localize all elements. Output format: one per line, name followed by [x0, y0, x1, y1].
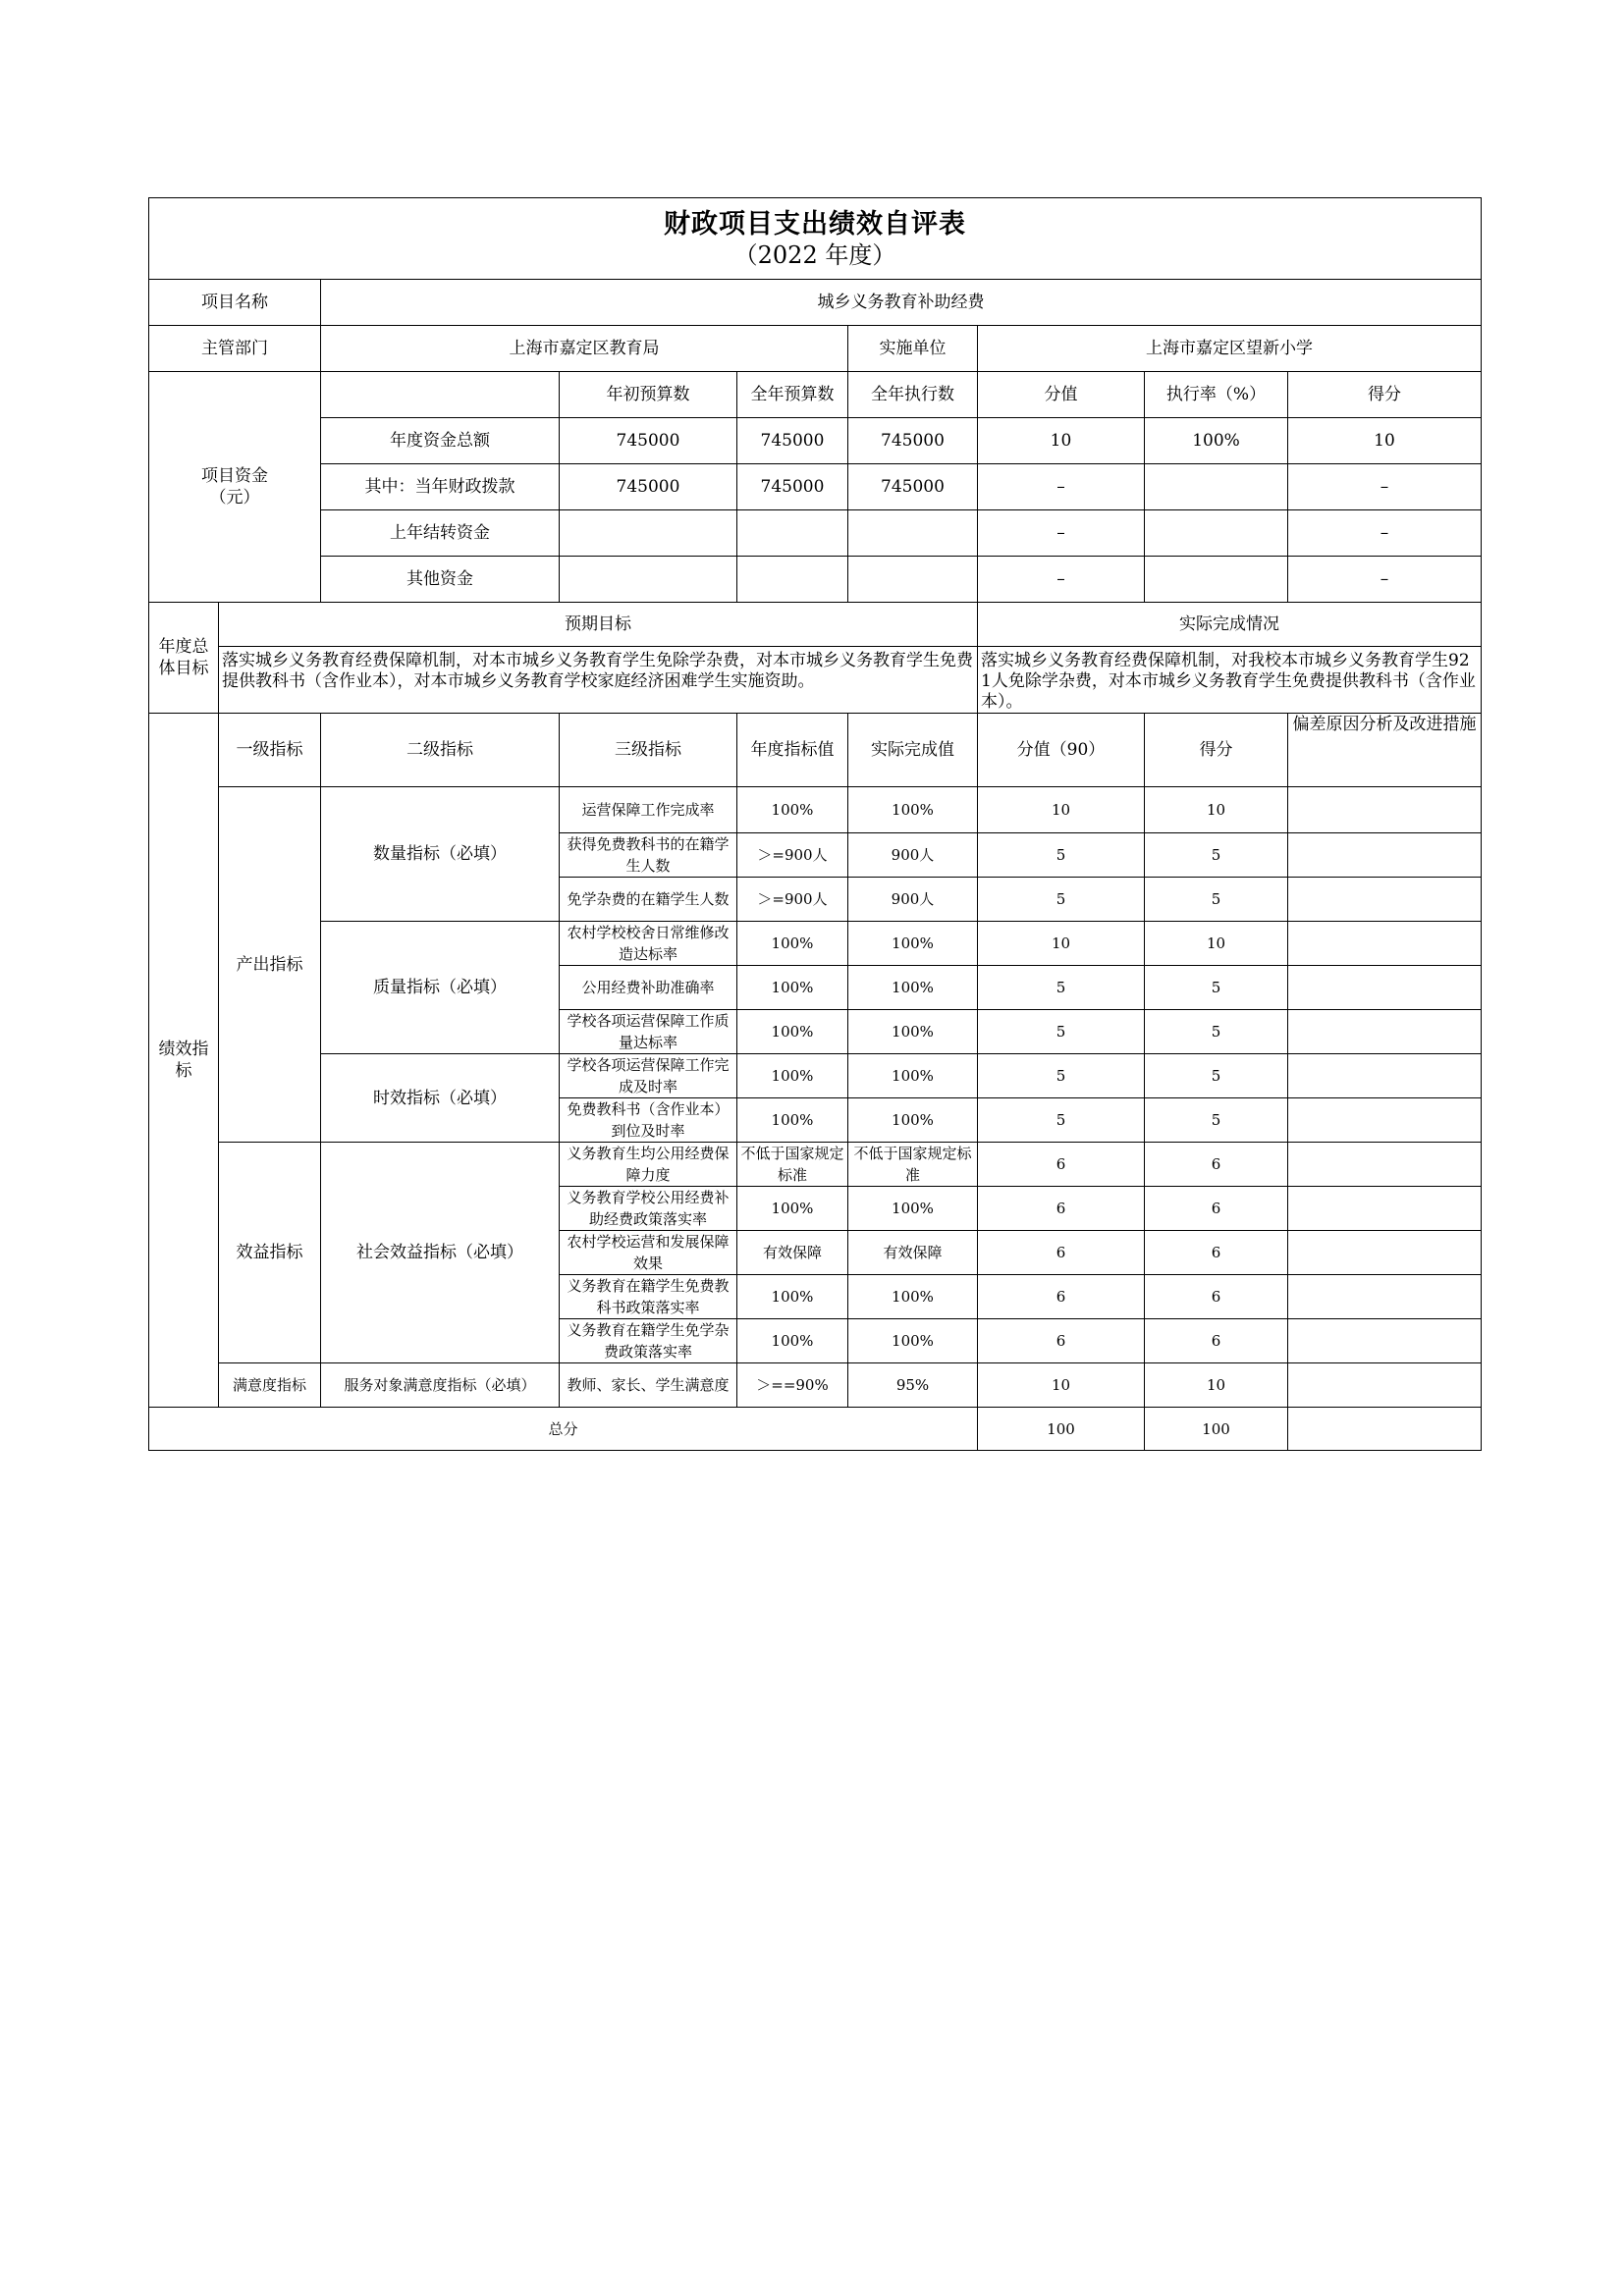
indicator-actual: 900人 — [848, 833, 978, 878]
indicator-l3: 农村学校校舍日常维修改造达标率 — [560, 922, 737, 966]
indicator-value: 10 — [978, 922, 1145, 966]
funds-col-score-value: 分值 — [978, 372, 1145, 418]
total-note — [1288, 1408, 1482, 1451]
total-label: 总分 — [149, 1408, 978, 1451]
funds-col-rate: 执行率（%） — [1145, 372, 1288, 418]
indicator-target: 不低于国家规定标准 — [737, 1143, 848, 1187]
funds-cell — [848, 557, 978, 603]
funds-cell: – — [1288, 464, 1482, 510]
self-evaluation-form — [148, 197, 1481, 1451]
funds-header-blank — [321, 372, 560, 418]
indicators-section-label: 绩效指标 — [149, 714, 219, 1408]
indicator-row — [149, 1363, 1482, 1408]
indicator-value: 6 — [978, 1143, 1145, 1187]
indicator-l3: 免费教科书（含作业本）到位及时率 — [560, 1098, 737, 1143]
indicator-l3: 教师、家长、学生满意度 — [560, 1363, 737, 1408]
indicator-score: 6 — [1145, 1231, 1288, 1275]
indicator-target: ＞=900人 — [737, 833, 848, 878]
expected-goal-header: 预期目标 — [219, 603, 978, 647]
ind-col-actual: 实际完成值 — [848, 714, 978, 787]
indicator-value: 5 — [978, 833, 1145, 878]
actual-status-text: 落实城乡义务教育经费保障机制，对我校本市城乡义务教育学生921人免除学杂费，对本市城乡义务教育学生免费提供教科书（含作业本）。 — [978, 647, 1482, 714]
ind-col-l1: 一级指标 — [219, 714, 321, 787]
page-subtitle: （2022 年度） — [733, 241, 896, 269]
indicator-value: 5 — [978, 966, 1145, 1010]
department-label: 主管部门 — [149, 326, 321, 372]
indicator-target: 100% — [737, 966, 848, 1010]
funds-row — [149, 418, 1482, 464]
indicator-score: 10 — [1145, 1363, 1288, 1408]
indicator-actual: 100% — [848, 1098, 978, 1143]
indicator-score: 5 — [1145, 966, 1288, 1010]
funds-cell — [1145, 510, 1288, 557]
indicator-score: 5 — [1145, 1010, 1288, 1054]
indicator-target: 100% — [737, 1187, 848, 1231]
indicator-l3: 公用经费补助准确率 — [560, 966, 737, 1010]
project-name-row — [149, 280, 1482, 326]
funds-cell: – — [978, 557, 1145, 603]
indicator-actual: 100% — [848, 1054, 978, 1098]
indicator-l3: 学校各项运营保障工作质量达标率 — [560, 1010, 737, 1054]
indicator-note — [1288, 1187, 1482, 1231]
funds-cell — [737, 510, 848, 557]
indicator-l3: 义务教育在籍学生免费教科书政策落实率 — [560, 1275, 737, 1319]
funds-row-label: 上年结转资金 — [321, 510, 560, 557]
indicator-actual: 100% — [848, 966, 978, 1010]
goals-section-label: 年度总体目标 — [149, 603, 219, 714]
indicator-value: 6 — [978, 1319, 1145, 1363]
funds-row-label: 年度资金总额 — [321, 418, 560, 464]
ind-col-value: 分值（90） — [978, 714, 1145, 787]
indicator-actual: 95% — [848, 1363, 978, 1408]
indicator-l1: 效益指标 — [219, 1143, 321, 1363]
funds-cell: – — [978, 464, 1145, 510]
indicator-value: 5 — [978, 1010, 1145, 1054]
ind-col-score: 得分 — [1145, 714, 1288, 787]
indicator-target: 100% — [737, 1319, 848, 1363]
funds-col-score: 得分 — [1288, 372, 1482, 418]
indicator-actual: 100% — [848, 1187, 978, 1231]
indicator-l2: 服务对象满意度指标（必填） — [321, 1363, 560, 1408]
indicator-target: 100% — [737, 1275, 848, 1319]
funds-row-label: 其中：当年财政拨款 — [321, 464, 560, 510]
funds-section-label — [149, 372, 321, 603]
funds-col-initial: 年初预算数 — [560, 372, 737, 418]
funds-cell: 745000 — [848, 464, 978, 510]
ind-col-l2: 二级指标 — [321, 714, 560, 787]
indicator-target: 100% — [737, 922, 848, 966]
actual-status-header: 实际完成情况 — [978, 603, 1482, 647]
indicator-l3: 获得免费教科书的在籍学生人数 — [560, 833, 737, 878]
funds-cell: – — [1288, 510, 1482, 557]
indicator-row — [149, 922, 1482, 966]
indicator-note — [1288, 1275, 1482, 1319]
indicator-l2: 数量指标（必填） — [321, 787, 560, 922]
indicator-target: ＞==90% — [737, 1363, 848, 1408]
indicator-target: ＞=900人 — [737, 878, 848, 922]
goals-text-row — [149, 647, 1482, 714]
funds-header-row — [149, 372, 1482, 418]
indicator-l3: 运营保障工作完成率 — [560, 787, 737, 833]
indicator-value: 5 — [978, 1098, 1145, 1143]
expected-goal-text: 落实城乡义务教育经费保障机制，对本市城乡义务教育学生免除学杂费，对本市城乡义务教育学生免费提供教科书（含作业本），对本市城乡义务教育学校家庭经济困难学生实施资助。 — [219, 647, 978, 714]
ind-col-target: 年度指标值 — [737, 714, 848, 787]
indicator-row — [149, 1054, 1482, 1098]
ind-col-l3: 三级指标 — [560, 714, 737, 787]
indicator-score: 10 — [1145, 787, 1288, 833]
title-cell — [149, 198, 1482, 280]
funds-cell: 100% — [1145, 418, 1288, 464]
indicator-value: 5 — [978, 1054, 1145, 1098]
indicator-note — [1288, 1098, 1482, 1143]
total-value: 100 — [978, 1408, 1145, 1451]
funds-cell: 745000 — [560, 464, 737, 510]
implementing-unit-label: 实施单位 — [848, 326, 978, 372]
funds-row — [149, 557, 1482, 603]
indicator-note — [1288, 833, 1482, 878]
total-row — [149, 1408, 1482, 1451]
indicator-note — [1288, 1054, 1482, 1098]
department-value: 上海市嘉定区教育局 — [321, 326, 848, 372]
indicator-l1: 满意度指标 — [219, 1363, 321, 1408]
indicator-value: 5 — [978, 878, 1145, 922]
indicator-note — [1288, 1363, 1482, 1408]
funds-cell: 745000 — [560, 418, 737, 464]
funds-row — [149, 464, 1482, 510]
indicator-value: 10 — [978, 1363, 1145, 1408]
project-name-value: 城乡义务教育补助经费 — [321, 280, 1482, 326]
project-name-label: 项目名称 — [149, 280, 321, 326]
indicator-value: 6 — [978, 1231, 1145, 1275]
funds-row — [149, 510, 1482, 557]
funds-cell — [1145, 464, 1288, 510]
funds-cell — [848, 510, 978, 557]
page-title: 财政项目支出绩效自评表 — [664, 209, 966, 240]
funds-cell: – — [978, 510, 1145, 557]
indicator-note — [1288, 922, 1482, 966]
indicator-l3: 农村学校运营和发展保障效果 — [560, 1231, 737, 1275]
indicator-l3: 义务教育生均公用经费保障力度 — [560, 1143, 737, 1187]
indicator-score: 10 — [1145, 922, 1288, 966]
indicator-l3: 义务教育学校公用经费补助经费政策落实率 — [560, 1187, 737, 1231]
funds-cell: 745000 — [737, 464, 848, 510]
indicator-score: 6 — [1145, 1187, 1288, 1231]
indicator-l2: 时效指标（必填） — [321, 1054, 560, 1143]
funds-cell — [1145, 557, 1288, 603]
indicator-score: 6 — [1145, 1143, 1288, 1187]
ind-col-note: 偏差原因分析及改进措施 — [1288, 714, 1482, 787]
funds-cell: 745000 — [737, 418, 848, 464]
indicator-note — [1288, 966, 1482, 1010]
indicator-l1: 产出指标 — [219, 787, 321, 1143]
indicator-l2: 质量指标（必填） — [321, 922, 560, 1054]
title-row — [149, 198, 1482, 280]
indicator-target: 100% — [737, 1054, 848, 1098]
indicator-actual: 100% — [848, 1275, 978, 1319]
indicator-note — [1288, 1231, 1482, 1275]
indicator-actual: 100% — [848, 787, 978, 833]
indicator-l3: 学校各项运营保障工作完成及时率 — [560, 1054, 737, 1098]
indicator-l2: 社会效益指标（必填） — [321, 1143, 560, 1363]
indicator-score: 5 — [1145, 833, 1288, 878]
funds-row-label: 其他资金 — [321, 557, 560, 603]
indicator-target: 100% — [737, 1098, 848, 1143]
indicator-actual: 100% — [848, 1319, 978, 1363]
indicator-note — [1288, 1319, 1482, 1363]
indicator-score: 6 — [1145, 1319, 1288, 1363]
indicator-score: 5 — [1145, 1098, 1288, 1143]
funds-cell — [560, 557, 737, 603]
evaluation-table — [148, 197, 1482, 1451]
indicator-score: 6 — [1145, 1275, 1288, 1319]
indicator-target: 有效保障 — [737, 1231, 848, 1275]
indicator-note — [1288, 1143, 1482, 1187]
funds-col-executed: 全年执行数 — [848, 372, 978, 418]
funds-cell: – — [1288, 557, 1482, 603]
indicator-value: 6 — [978, 1187, 1145, 1231]
indicator-l3: 义务教育在籍学生免学杂费政策落实率 — [560, 1319, 737, 1363]
indicator-target: 100% — [737, 1010, 848, 1054]
goals-header-row — [149, 603, 1482, 647]
implementing-unit-value: 上海市嘉定区望新小学 — [978, 326, 1482, 372]
indicator-actual: 不低于国家规定标准 — [848, 1143, 978, 1187]
funds-cell: 745000 — [848, 418, 978, 464]
indicator-note — [1288, 787, 1482, 833]
funds-cell — [560, 510, 737, 557]
indicator-note — [1288, 878, 1482, 922]
indicator-actual: 有效保障 — [848, 1231, 978, 1275]
department-row — [149, 326, 1482, 372]
funds-cell: 10 — [978, 418, 1145, 464]
indicator-actual: 100% — [848, 1010, 978, 1054]
indicator-score: 5 — [1145, 1054, 1288, 1098]
indicator-l3: 免学杂费的在籍学生人数 — [560, 878, 737, 922]
funds-col-annual: 全年预算数 — [737, 372, 848, 418]
indicator-actual: 100% — [848, 922, 978, 966]
indicators-header-row — [149, 714, 1482, 787]
indicator-row — [149, 1143, 1482, 1187]
indicator-value: 10 — [978, 787, 1145, 833]
funds-cell — [737, 557, 848, 603]
indicator-value: 6 — [978, 1275, 1145, 1319]
indicator-target: 100% — [737, 787, 848, 833]
indicator-row — [149, 787, 1482, 833]
funds-cell: 10 — [1288, 418, 1482, 464]
indicator-note — [1288, 1010, 1482, 1054]
total-score: 100 — [1145, 1408, 1288, 1451]
funds-unit: （元） — [209, 488, 260, 507]
indicator-actual: 900人 — [848, 878, 978, 922]
funds-label: 项目资金 — [201, 466, 268, 486]
indicator-score: 5 — [1145, 878, 1288, 922]
